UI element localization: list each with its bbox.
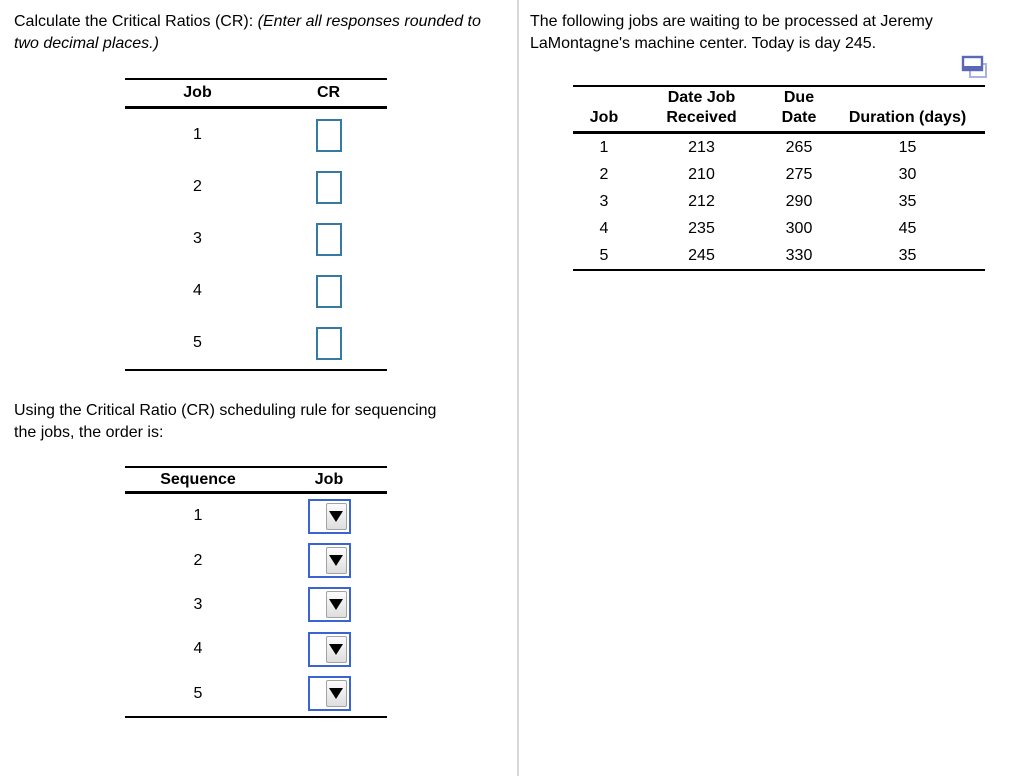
cr-instructions: [14, 11, 492, 55]
dropdown-button[interactable]: [326, 503, 347, 530]
jobs-table-row: [573, 161, 985, 188]
caret-down-icon: [329, 644, 343, 655]
cr-table-body: [125, 109, 387, 371]
cr-instructions-note: (Enter all responses rounded to two decimal places.): [14, 13, 481, 52]
sequence-row: [125, 538, 387, 582]
problem-statement: The following jobs are waiting to be processed at Jeremy LaMontagne's machine center. Today is day 245.: [530, 13, 933, 52]
column-header-cr: CR: [316, 84, 341, 101]
jobs-table-row: [573, 134, 985, 161]
panel-divider: [517, 0, 519, 776]
cell-due: 275: [785, 165, 813, 183]
jobs-table: [573, 85, 985, 271]
column-header-job: Job: [183, 84, 212, 101]
job-number-label: 2: [193, 178, 202, 195]
cell-duration: 35: [898, 192, 917, 210]
jobs-table-row: [573, 215, 985, 242]
dropdown-button[interactable]: [326, 636, 347, 663]
job-select-sequence-4[interactable]: [308, 632, 351, 667]
sequence-number-label: 4: [193, 640, 203, 658]
copy-icon[interactable]: [959, 54, 989, 81]
dropdown-button[interactable]: [326, 591, 347, 618]
cell-received: 235: [688, 219, 715, 237]
cr-input-job-5[interactable]: [316, 327, 342, 360]
cr-input-job-4[interactable]: [316, 275, 342, 308]
sequence-number-label: 1: [193, 507, 203, 525]
dropdown-button[interactable]: [326, 547, 347, 574]
cell-job: 3: [599, 192, 609, 210]
job-select-sequence-5[interactable]: [308, 676, 351, 711]
job-number-label: 3: [193, 230, 202, 247]
cell-due: 265: [785, 138, 813, 156]
caret-down-icon: [329, 688, 343, 699]
cr-row: [125, 161, 387, 213]
cell-duration: 45: [898, 219, 917, 237]
jobs-table-row: [573, 188, 985, 215]
sequence-number-label: 5: [193, 684, 203, 702]
cr-row: [125, 109, 387, 161]
caret-down-icon: [329, 599, 343, 610]
cell-duration: 35: [898, 246, 917, 264]
column-header-date-received: Date Job Received: [666, 89, 737, 126]
cell-received: 210: [688, 165, 715, 183]
column-header-sequence: Sequence: [160, 470, 236, 488]
jobs-table-body: [573, 134, 985, 271]
cell-received: 212: [688, 192, 715, 210]
cell-received: 213: [688, 138, 715, 156]
caret-down-icon: [329, 555, 343, 566]
job-select-sequence-1[interactable]: [308, 499, 351, 534]
cr-row: [125, 213, 387, 265]
cell-job: 1: [599, 138, 609, 156]
cr-row: [125, 317, 387, 369]
job-number-label: 1: [193, 126, 202, 143]
sequence-row: [125, 627, 387, 671]
sequence-table-body: [125, 494, 387, 718]
sequence-table-header: [125, 468, 387, 494]
sequence-number-label: 3: [193, 595, 203, 613]
column-header-job: Job: [589, 109, 619, 126]
sequence-row: [125, 672, 387, 716]
cr-instructions-text: Calculate the Critical Ratios (CR):: [14, 13, 254, 30]
sequence-table: [125, 466, 387, 718]
sequence-row: [125, 494, 387, 538]
cr-table: [125, 78, 387, 371]
jobs-table-header: [573, 87, 985, 134]
cr-input-job-1[interactable]: [316, 119, 342, 152]
sequence-instructions: Using the Critical Ratio (CR) scheduling rule for sequencing the jobs, the order is:: [14, 402, 437, 441]
cr-table-header: [125, 80, 387, 109]
cell-job: 2: [599, 165, 609, 183]
cr-row: [125, 265, 387, 317]
cell-due: 290: [785, 192, 813, 210]
dropdown-button[interactable]: [326, 680, 347, 707]
cell-job: 4: [599, 219, 609, 237]
cr-input-job-3[interactable]: [316, 223, 342, 256]
job-select-sequence-3[interactable]: [308, 587, 351, 622]
sequence-row: [125, 583, 387, 627]
cell-duration: 30: [898, 165, 917, 183]
job-number-label: 4: [193, 282, 202, 299]
cell-due: 330: [785, 246, 813, 264]
cr-input-job-2[interactable]: [316, 171, 342, 204]
column-header-duration: Duration (days): [848, 109, 967, 126]
job-select-sequence-2[interactable]: [308, 543, 351, 578]
cell-job: 5: [599, 246, 609, 264]
sequence-number-label: 2: [193, 551, 203, 569]
column-header-due-date: Due Date: [781, 89, 817, 126]
jobs-table-row: [573, 242, 985, 269]
caret-down-icon: [329, 511, 343, 522]
cell-received: 245: [688, 246, 715, 264]
column-header-job: Job: [314, 470, 344, 488]
job-number-label: 5: [193, 334, 202, 351]
cell-due: 300: [785, 219, 813, 237]
cell-duration: 15: [898, 138, 917, 156]
